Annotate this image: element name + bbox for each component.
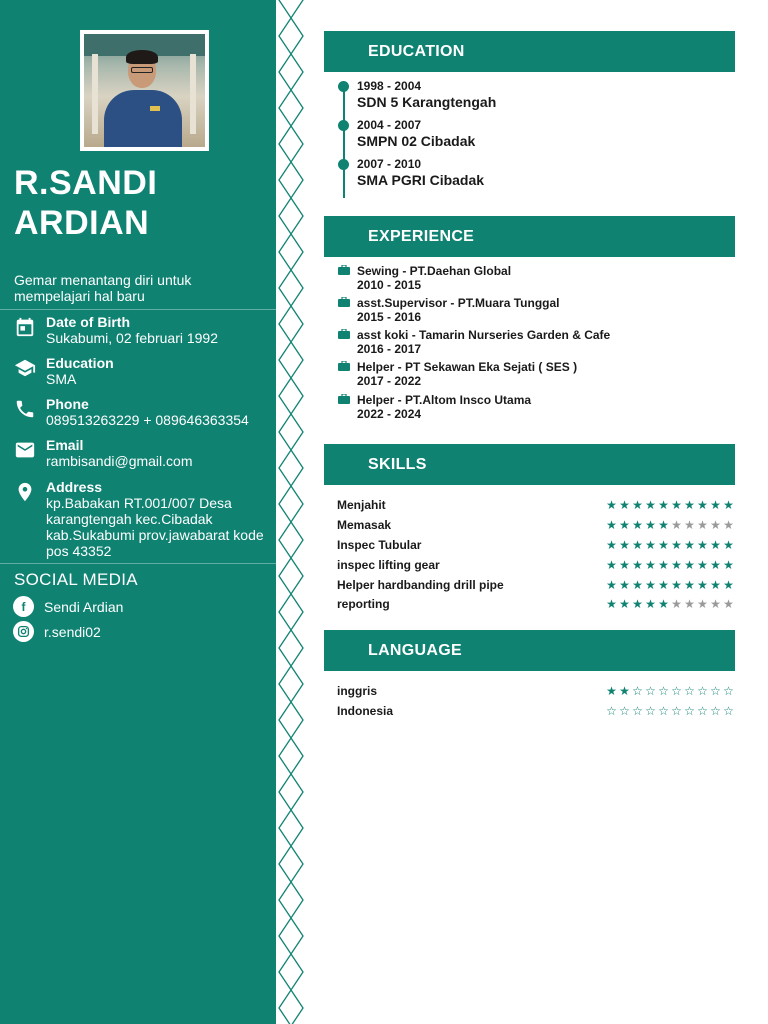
star-rating [605, 538, 735, 552]
instagram-handle[interactable]: r.sendi02 [44, 623, 101, 640]
star-rating [605, 498, 735, 512]
star-icon: ☆ [658, 704, 669, 718]
contact-email [14, 437, 276, 469]
skill-row [337, 498, 735, 514]
star-icon: ★ [710, 498, 721, 512]
star-icon: ★ [645, 518, 656, 532]
education-school: SMA PGRI Cibadak [357, 172, 485, 188]
star-icon: ★ [671, 597, 682, 611]
star-icon: ☆ [606, 704, 617, 718]
star-icon: ★ [723, 518, 734, 532]
star-icon: ★ [658, 498, 669, 512]
star-icon: ★ [671, 578, 682, 592]
star-icon: ★ [619, 578, 630, 592]
skill-row [337, 538, 735, 554]
star-icon: ★ [619, 498, 630, 512]
briefcase-icon [338, 394, 350, 404]
education-school: SDN 5 Karangtengah [357, 94, 497, 110]
star-icon: ★ [632, 597, 643, 611]
star-icon: ☆ [658, 684, 669, 698]
star-icon: ★ [632, 498, 643, 512]
facebook-name[interactable]: Sendi Ardian [44, 598, 124, 615]
star-icon: ★ [710, 597, 721, 611]
experience-role: asst.Supervisor - PT.Muara Tunggal [357, 296, 560, 310]
education-label: Education [46, 355, 114, 371]
star-icon: ★ [658, 558, 669, 572]
star-icon: ★ [619, 558, 630, 572]
experience-role: Helper - PT Sekawan Eka Sejati ( SES ) [357, 360, 578, 374]
star-icon: ★ [606, 558, 617, 572]
education-years: 2007 - 2010 [357, 157, 422, 171]
star-icon: ☆ [710, 704, 721, 718]
star-rating [605, 597, 735, 611]
star-icon: ★ [658, 538, 669, 552]
star-rating [605, 558, 735, 572]
phone-icon [14, 398, 36, 420]
star-icon: ☆ [645, 684, 656, 698]
experience-role: asst koki - Tamarin Nurseries Garden & Cafe [357, 328, 611, 342]
skills-header: SKILLS [324, 444, 735, 485]
contact-address [14, 479, 276, 559]
star-icon: ★ [723, 597, 734, 611]
star-icon: ★ [671, 558, 682, 572]
briefcase-icon [338, 297, 350, 307]
education-years: 2004 - 2007 [357, 118, 422, 132]
education-years: 1998 - 2004 [357, 79, 422, 93]
education-value: SMA [46, 371, 77, 387]
star-icon: ★ [710, 558, 721, 572]
star-icon: ★ [671, 538, 682, 552]
experience-years: 2017 - 2022 [357, 374, 422, 388]
star-icon: ★ [645, 538, 656, 552]
star-icon: ★ [606, 498, 617, 512]
experience-years: 2016 - 2017 [357, 342, 422, 356]
star-icon: ★ [645, 558, 656, 572]
star-icon: ☆ [671, 684, 682, 698]
dob-label: Date of Birth [46, 314, 130, 330]
diamond-chain [279, 0, 303, 1024]
facebook-icon: f [13, 596, 34, 617]
star-rating [605, 578, 735, 592]
star-icon: ★ [606, 684, 617, 698]
social-facebook[interactable] [13, 596, 123, 617]
star-icon: ★ [606, 597, 617, 611]
star-rating [605, 684, 735, 698]
skill-name: inspec lifting gear [337, 558, 440, 572]
skill-name: reporting [337, 597, 390, 611]
star-icon: ★ [645, 498, 656, 512]
contact-dob [14, 314, 276, 346]
star-icon: ★ [632, 578, 643, 592]
star-icon: ★ [619, 684, 630, 698]
social-instagram[interactable] [13, 621, 101, 642]
star-icon: ★ [684, 518, 695, 532]
star-icon: ★ [645, 597, 656, 611]
language-row [337, 684, 735, 700]
location-pin-icon [14, 481, 36, 503]
star-icon: ★ [684, 558, 695, 572]
star-icon: ★ [645, 578, 656, 592]
briefcase-icon [338, 329, 350, 339]
sidebar [0, 0, 276, 1024]
star-icon: ☆ [697, 684, 708, 698]
star-icon: ☆ [645, 704, 656, 718]
skill-row [337, 518, 735, 534]
experience-years: 2015 - 2016 [357, 310, 422, 324]
language-name: inggris [337, 684, 378, 698]
star-icon: ★ [632, 538, 643, 552]
star-icon: ★ [723, 538, 734, 552]
timeline-dot [338, 81, 349, 92]
star-icon: ★ [684, 538, 695, 552]
timeline-line [343, 86, 345, 198]
star-icon: ★ [697, 578, 708, 592]
profile-photo [80, 30, 209, 151]
briefcase-icon [338, 265, 350, 275]
address-value: kp.Babakan RT.001/007 Desa karangtengah kec.Cibadak kab.Sukabumi prov.jawabarat kode pos 43352 [46, 495, 264, 559]
dob-value: Sukabumi, 02 februari 1992 [46, 330, 218, 346]
star-rating [605, 704, 735, 718]
diamond-pattern-decoration [276, 0, 306, 1024]
star-icon: ★ [723, 498, 734, 512]
star-icon: ★ [697, 558, 708, 572]
divider [0, 309, 276, 310]
skill-row [337, 558, 735, 574]
experience-role: Helper - PT.Altom Insco Utama [357, 393, 532, 407]
star-icon: ☆ [671, 704, 682, 718]
language-name: Indonesia [337, 704, 394, 718]
experience-role: Sewing - PT.Daehan Global [357, 264, 512, 278]
skill-name: Memasak [337, 518, 392, 532]
star-icon: ★ [710, 578, 721, 592]
skill-name: Helper hardbanding drill pipe [337, 578, 504, 592]
star-icon: ★ [723, 578, 734, 592]
star-icon: ★ [697, 518, 708, 532]
star-icon: ★ [697, 597, 708, 611]
language-header: LANGUAGE [324, 630, 735, 671]
star-icon: ☆ [684, 684, 695, 698]
star-icon: ★ [606, 518, 617, 532]
address-label: Address [46, 479, 103, 495]
experience-header: EXPERIENCE [324, 216, 735, 257]
star-icon: ☆ [619, 704, 630, 718]
instagram-icon [13, 621, 34, 642]
skill-name: Inspec Tubular [337, 538, 422, 552]
divider [0, 563, 276, 564]
star-icon: ★ [684, 597, 695, 611]
star-icon: ☆ [632, 684, 643, 698]
star-icon: ★ [658, 578, 669, 592]
contact-education [14, 355, 276, 387]
star-icon: ★ [697, 498, 708, 512]
star-icon: ☆ [632, 704, 643, 718]
education-header: EDUCATION [324, 31, 735, 72]
star-icon: ★ [619, 538, 630, 552]
star-icon: ★ [710, 538, 721, 552]
graduation-cap-icon [14, 357, 36, 379]
email-value[interactable]: rambisandi@gmail.com [46, 453, 193, 469]
email-label: Email [46, 437, 84, 453]
briefcase-icon [338, 361, 350, 371]
phone-label: Phone [46, 396, 89, 412]
tagline: Gemar menantang diri untuk mempelajari hal baru [14, 272, 192, 304]
star-icon: ★ [671, 498, 682, 512]
language-row [337, 704, 735, 720]
star-icon: ★ [710, 518, 721, 532]
social-media-title: SOCIAL MEDIA [14, 570, 138, 589]
star-rating [605, 518, 735, 532]
star-icon: ★ [697, 538, 708, 552]
skill-row [337, 578, 735, 594]
timeline-dot [338, 120, 349, 131]
star-icon: ★ [606, 578, 617, 592]
skill-name: Menjahit [337, 498, 386, 512]
star-icon: ★ [671, 518, 682, 532]
phone-value[interactable]: 089513263229 + 089646363354 [46, 412, 249, 428]
calendar-icon [14, 316, 36, 338]
star-icon: ☆ [723, 684, 734, 698]
star-icon: ★ [684, 578, 695, 592]
experience-years: 2022 - 2024 [357, 407, 422, 421]
timeline-dot [338, 159, 349, 170]
star-icon: ★ [619, 597, 630, 611]
skill-row [337, 597, 735, 613]
star-icon: ☆ [710, 684, 721, 698]
star-icon: ★ [658, 518, 669, 532]
star-icon: ★ [684, 498, 695, 512]
star-icon: ★ [658, 597, 669, 611]
star-icon: ★ [632, 518, 643, 532]
star-icon: ★ [632, 558, 643, 572]
envelope-icon [14, 439, 36, 461]
contact-phone [14, 396, 276, 428]
full-name: R.SANDI ARDIAN [14, 164, 158, 242]
star-icon: ☆ [697, 704, 708, 718]
star-icon: ☆ [723, 704, 734, 718]
education-school: SMPN 02 Cibadak [357, 133, 476, 149]
star-icon: ☆ [684, 704, 695, 718]
star-icon: ★ [606, 538, 617, 552]
star-icon: ★ [619, 518, 630, 532]
star-icon: ★ [723, 558, 734, 572]
experience-years: 2010 - 2015 [357, 278, 422, 292]
